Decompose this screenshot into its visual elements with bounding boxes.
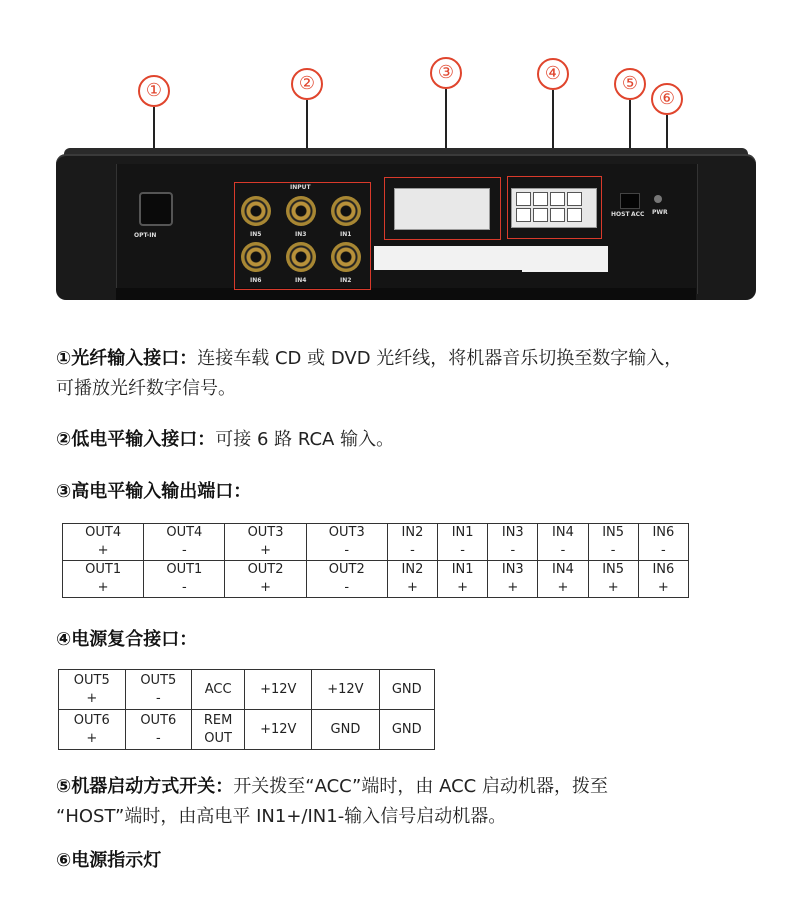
section-5-text: 开关拨至“ACC”端时，由 ACC 启动机器，拨至	[233, 776, 608, 797]
power-pin	[516, 192, 531, 206]
callout-4: ④	[537, 58, 569, 90]
table-cell: REM OUT	[192, 710, 245, 750]
rca-label-in4: IN4	[295, 277, 307, 284]
table-row	[59, 670, 435, 710]
section-5-title: ⑤机器启动方式开关：	[56, 776, 234, 797]
rca-jack-in5	[241, 196, 271, 226]
rca-jack-in2	[331, 242, 361, 272]
callout-1: ①	[138, 75, 170, 107]
table-cell: GND	[379, 670, 434, 710]
table-cell: OUT4 +	[63, 524, 144, 561]
table-cell: IN4 -	[538, 524, 588, 561]
table-cell: IN6 -	[638, 524, 688, 561]
table-cell: IN3 +	[488, 561, 538, 598]
table-cell: IN1 -	[438, 524, 488, 561]
table-row	[59, 710, 435, 750]
rca-label-in6: IN6	[250, 277, 262, 284]
high-level-connector	[394, 188, 490, 230]
table-cell: OUT3 +	[225, 524, 306, 561]
power-pin	[550, 192, 565, 206]
section-2	[56, 425, 394, 455]
device-image	[56, 148, 756, 300]
table-cell: GND	[312, 710, 379, 750]
host-label: HOST	[611, 211, 630, 218]
callout-5: ⑤	[614, 68, 646, 100]
table-cell: OUT1 +	[63, 561, 144, 598]
power-pin	[550, 208, 565, 222]
optical-port	[139, 192, 173, 226]
table-cell: OUT3 -	[306, 524, 387, 561]
pwr-label: PWR	[652, 209, 668, 216]
power-pin	[533, 192, 548, 206]
callout-6: ⑥	[651, 83, 683, 115]
section-5	[56, 772, 608, 832]
rca-label-in1: IN1	[340, 231, 352, 238]
table-cell: OUT5 +	[59, 670, 126, 710]
power-terminal-legend	[522, 246, 608, 272]
rca-label-in2: IN2	[340, 277, 352, 284]
table-cell: +12V	[245, 710, 312, 750]
table-row	[63, 561, 689, 598]
table-cell: OUT4 -	[144, 524, 225, 561]
table-cell: OUT1 -	[144, 561, 225, 598]
table-cell: IN3 -	[488, 524, 538, 561]
table-cell: +12V	[245, 670, 312, 710]
power-pin	[567, 192, 582, 206]
power-led	[654, 195, 662, 203]
section-3	[56, 477, 251, 507]
table-cell: OUT2 +	[225, 561, 306, 598]
power-pin	[516, 208, 531, 222]
rca-label-in5: IN5	[250, 231, 262, 238]
table-cell: +12V	[312, 670, 379, 710]
rca-jack-in4	[286, 242, 316, 272]
rca-jack-in6	[241, 242, 271, 272]
table-cell: ACC	[192, 670, 245, 710]
table-row	[63, 524, 689, 561]
table-cell: IN2 -	[387, 524, 437, 561]
high-level-port-table	[62, 523, 689, 598]
power-port-table	[58, 669, 435, 750]
section-2-text: 可接 6 路 RCA 输入。	[215, 429, 395, 450]
rca-label-in3: IN3	[295, 231, 307, 238]
device-bottom-edge	[116, 288, 696, 300]
section-3-title: ③高电平输入输出端口：	[56, 481, 252, 502]
table-cell: OUT6 +	[59, 710, 126, 750]
table-cell: GND	[379, 710, 434, 750]
power-pin	[567, 208, 582, 222]
table-cell: IN5 +	[588, 561, 638, 598]
table-cell: IN1 +	[438, 561, 488, 598]
table-cell: IN5 -	[588, 524, 638, 561]
table-cell: IN4 +	[538, 561, 588, 598]
table-cell: OUT2 -	[306, 561, 387, 598]
section-6	[56, 846, 161, 876]
section-4	[56, 625, 197, 655]
section-5-text-cont: “HOST”端时，由高电平 IN1+/IN1-输入信号启动机器。	[56, 806, 507, 827]
callout-3: ③	[430, 57, 462, 89]
rca-jack-in3	[286, 196, 316, 226]
rca-jack-in1	[331, 196, 361, 226]
callout-2: ②	[291, 68, 323, 100]
acc-label: ACC	[631, 211, 645, 218]
table-cell: IN2 +	[387, 561, 437, 598]
table-cell: OUT6 -	[125, 710, 192, 750]
table-cell: OUT5 -	[125, 670, 192, 710]
section-2-title: ②低电平输入接口：	[56, 429, 216, 450]
power-pin	[533, 208, 548, 222]
table-cell: IN6 +	[638, 561, 688, 598]
section-1-title: ①光纤输入接口：	[56, 348, 198, 369]
opt-in-label: OPT-IN	[134, 232, 157, 239]
section-1-text: 连接车载 CD 或 DVD 光纤线，将机器音乐切换至数字输入，	[197, 348, 683, 369]
section-1	[56, 344, 682, 404]
section-1-text-cont: 可播放光纤数字信号。	[56, 378, 236, 399]
input-label: INPUT	[290, 184, 311, 191]
section-4-title: ④电源复合接口：	[56, 629, 198, 650]
section-6-title: ⑥电源指示灯	[56, 850, 162, 871]
start-mode-switch	[620, 193, 640, 209]
